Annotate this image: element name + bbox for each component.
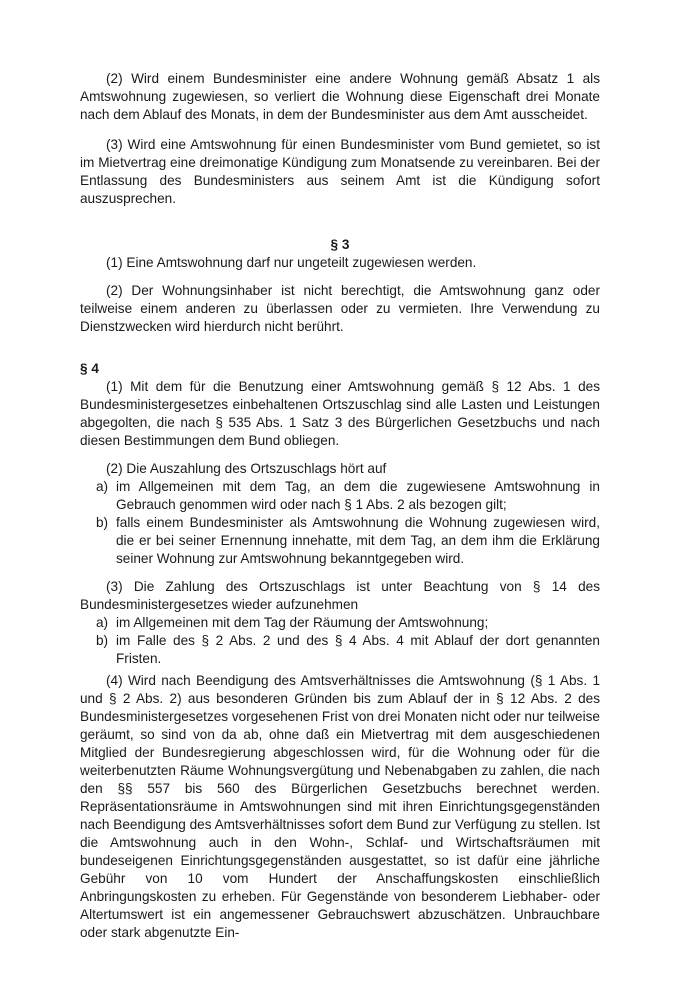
paragraph-text: (2) Der Wohnungsinhaber ist nicht berechtigt, die Amtswohnung ganz oder teilweise einem anderen zu überlassen oder zu vermieten. Ihre Verwendung zu Dienstzwecken wird hierdurch nicht berührt. bbox=[80, 283, 600, 334]
list-marker: b) bbox=[96, 633, 109, 648]
paragraph-text: (3) Wird eine Amtswohnung für einen Bundesminister vom Bund gemietet, so ist im Mietvertrag eine dreimonatige Kündigung zum Monatsende zu vereinbaren. Bei der Entlassung des Bundesministers aus seinem Amt ist die Kündigung sofort auszusprechen. bbox=[80, 137, 600, 206]
list-item bbox=[96, 478, 600, 514]
list-item bbox=[96, 632, 600, 668]
list bbox=[80, 614, 600, 668]
paragraph-text: (1) Mit dem für die Benutzung einer Amtswohnung gemäß § 12 Abs. 1 des Bundesministergesetzes einbehaltenen Ortszuschlag sind alle Lasten und Leistungen abgegolten, die nach § 535 Abs. 1 Satz 3 des Bürgerlichen Gesetzbuchs und nach diesen Bestimmungen dem Bund obliegen. bbox=[80, 379, 600, 448]
paragraph-abs3 bbox=[80, 136, 600, 208]
section-4-abs4 bbox=[80, 672, 600, 942]
list-text: im Falle des § 2 Abs. 2 und des § 4 Abs. 4 mit Ablauf der dort genannten Fristen. bbox=[116, 633, 600, 666]
section-heading: § 4 bbox=[80, 361, 99, 376]
section-4 bbox=[80, 360, 600, 450]
list-item bbox=[96, 514, 600, 568]
paragraph-text: (2) Die Auszahlung des Ortszuschlags hört auf bbox=[106, 461, 387, 476]
section-4-abs3 bbox=[80, 578, 600, 668]
section-3-abs2 bbox=[80, 282, 600, 336]
section-4-abs2 bbox=[80, 460, 600, 568]
list-text: falls einem Bundesminister als Amtswohnung die Wohnung zugewiesen wird, die er bei seiner Ernennung innehatte, mit dem Tag, an dem ihm die Erklärung seiner Wohnung zur Amtswohnung bekanntgegeben wird. bbox=[116, 515, 600, 566]
section-3 bbox=[80, 236, 600, 272]
list-marker: b) bbox=[96, 515, 109, 530]
list-text: im Allgemeinen mit dem Tag der Räumung der Amtswohnung; bbox=[116, 615, 489, 630]
list-marker: a) bbox=[96, 615, 109, 630]
list-marker: a) bbox=[96, 479, 109, 494]
paragraph-text: (2) Wird einem Bundesminister eine andere Wohnung gemäß Absatz 1 als Amtswohnung zugewiesen, so verliert die Wohnung diese Eigenschaft drei Monate nach dem Ablauf des Monats, in dem der Bundesminister aus dem Amt ausscheidet. bbox=[80, 71, 600, 122]
list-text: im Allgemeinen mit dem Tag, an dem die zugewiesene Amtswohnung in Gebrauch genommen wird oder nach § 1 Abs. 2 als bezogen gilt; bbox=[116, 479, 600, 512]
section-heading: § 3 bbox=[330, 237, 350, 252]
list-item bbox=[96, 614, 600, 632]
paragraph-abs2 bbox=[80, 70, 600, 124]
paragraph-text: (4) Wird nach Beendigung des Amtsverhältnisses die Amtswohnung (§ 1 Abs. 1 und § 2 Abs. 2) aus besonderen Gründen bis zum Ablauf der in § 12 Abs. 2 des Bundesministergesetzes vorgesehenen Frist von drei Monaten nicht oder nur teilweise geräumt, so sind von da ab, ohne daß ein Mietvertrag mit dem ausgeschiedenen Mitglied der Bundesregierung abgeschlossen wird, für die Wohnung oder für die weiterbenutzten Räume Wohnungsvergütung und Nebenabgaben zu zahlen, die nach den §§ 557 bis 560 des Bürgerlichen Gesetzbuchs berechnet werden. Repräsentationsräume in Amtswohnungen sind mit ihren Einrichtungsgegenständen nach Beendigung des Amtsverhältnisses sofort dem Bund zur Verfügung zu stellen. Ist die Amtswohnung auch in den Wohn-, Schlaf- und Wirtschaftsräumen mit bundeseigenen Einrichtungsgegenständen ausgestattet, so ist dafür eine jährliche Gebühr von 10 vom Hundert der Anschaffungskosten einschließlich Anbringungskosten zu erheben. Für Gegenstände von besonderem Liebhaber- oder Altertumswert ist ein angemessener Gebrauchswert abzuschätzen. Unbrauchbare oder stark abgenutzte Ein- bbox=[80, 673, 600, 940]
paragraph-text: (3) Die Zahlung des Ortszuschlags ist unter Beachtung von § 14 des Bundesministergesetzes wieder aufzunehmen bbox=[80, 579, 600, 612]
paragraph-text: (1) Eine Amtswohnung darf nur ungeteilt zugewiesen werden. bbox=[106, 255, 477, 270]
list bbox=[80, 478, 600, 568]
